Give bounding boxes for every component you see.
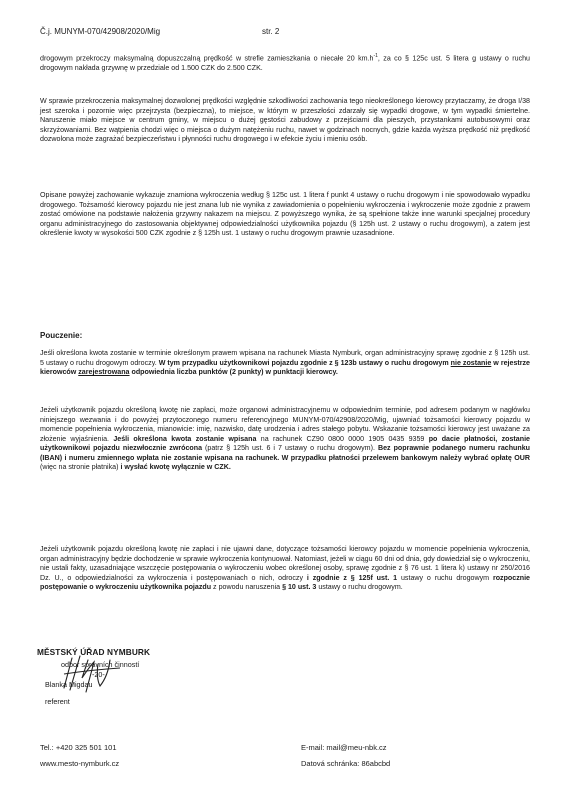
para4-bold-1: W tym przypadku użytkownikowi pojazdu zgodnie z § 123b ustawy o ruchu drogowym — [158, 358, 451, 367]
para6-text-3: z powodu naruszenia — [211, 583, 283, 592]
office-stamp-department: odbor správních činností — [61, 660, 140, 669]
footer-email: E-mail: mail@meu-nbk.cz — [301, 743, 387, 752]
signatory-role: referent — [45, 697, 70, 706]
para1-text-2: , za co § 125c ust. 5 litera g ustawy o ruchu drogowym nakłada grzywnę w przedziale od 1.500 CZK do 2.500 CZK. — [40, 54, 531, 72]
para4-bold-2: w rejestrze kierowców — [40, 358, 531, 377]
para6-text-1: Jeżeli użytkownik pojazdu określoną kwotę nie zapłaci i nie ujawni dane, dotyczące tożsamości kierowcy pojazdu w momencie popełnienia wykroczenia, organ administracyjny będzie dochodzenie w sprawie wykroczenia kontynuował. Natomiast, jeżeli w ciągu 60 dni od dnia, gdy dowiedział się o wykroczeniu, nie ustali fakty, uzasadniające wszczęcie postępowania o wykroczeniu wobec określonej osoby, sprawę zgodnie z § 76 ust. 1 litera k) ustawy nr 250/2016 Dz. U., o odpowiedzialności za wykroczenia i postępowaniach o nich, odroczy — [40, 545, 530, 582]
signatory-name: Blanka Migdau — [45, 680, 93, 689]
para2-text: W sprawie przekroczenia maksymalnej dozwolonej prędkości względnie szkodliwości zachowania tego nieokreślonego kierowcy przytaczamy, że droga I/38 jest szeroka i pozornie więc przejrzysta (bezpieczna), to miejsce, w którym w przeszłości zdarzały się wypadki drogowe, w tym wypadki śmiertelne. Naruszenie miało miejsce w centrum gminy, w miejscu o dużej gęstości zabudowy z przejściami dla pieszych, przystankami autobusowymi oraz skrzyżowaniami. Bez wątpienia chodzi więc o miejsca o dużym natężeniu ruchu, nawet w godzinach nocnych, gdzie każda wyższa prędkość niż prędkość dozwolona może zagrażać bezpieczeństwu i płynności ruchu drogowego i w efekcie życiu i mieniu osób. — [40, 97, 530, 144]
paragraph-further-proceedings — [40, 545, 530, 593]
office-stamp-number: -20- — [92, 670, 105, 679]
para6-text-4: ustawy o ruchu drogowym. — [316, 583, 403, 592]
unit-exponent: -1 — [373, 53, 378, 59]
para1-text-1: drogowym przekroczy maksymalną dopuszczalną prędkość w strefie zamieszkania o niecałe 20 km.h — [40, 54, 374, 63]
paragraph-payment-deferral — [40, 349, 530, 378]
para6-bold-3: § 10 ust. 3 — [282, 583, 317, 592]
para4-bold-underline-1: nie zostanie — [450, 358, 492, 367]
para4-text-1: Jeśli określona kwota zostanie w terminie określonym prawem wpisana na rachunek Miasta Nymburk, organ administracyjny sprawę zgodnie z § 125h ust. 5 ustawy o ruchu drogowym odroczy. — [40, 349, 530, 367]
paragraph-payment-instructions — [40, 406, 530, 473]
instruction-heading: Pouczenie: — [40, 331, 83, 340]
paragraph-offence-description — [40, 191, 530, 239]
para5-text-3: (patrz § 125h ust. 6 i 7 ustawy o ruchu drogowym). — [202, 444, 378, 453]
para6-bold-1: i zgodnie z § 125f ust. 1 — [306, 573, 398, 582]
para4-bold-underline-2: zarejestrowana — [78, 368, 130, 377]
footer-databox: Datová schránka: 86abcbd — [301, 759, 391, 768]
para5-bold-2: po dacie płatności, zostanie użytkownikowi pojazdu niezwłocznie zwrócona — [40, 434, 530, 453]
footer-phone: Tel.: +420 325 501 101 — [40, 743, 117, 752]
page-number: str. 2 — [262, 27, 280, 36]
paragraph-speed-limit — [40, 52, 530, 73]
para3-text: Opisane powyżej zachowanie wykazuje znamiona wykroczenia według § 125c ust. 1 litera f punkt 4 ustawy o ruchu drogowym i nie spowodowało wypadku drogowego. Tożsamość kierowcy pojazdu nie jest znana lub nie wynika z zawiadomienia o popełnieniu wykroczenia i wykroczenie może zgodnie z prawem zostać omówione na podstawie nałożenia grzywny nakazem na miejscu. Z powyższego wynika, że są spełnione także inne warunki specjalnej procedury organu administracyjnego do zastosowania objektywnej odpowiedzialności użytkownika pojazdu (§ 125h ust. 2 ustawy o ruchu drogowym), a zatem jest określenie kwoty w wysokości 500 CZK zgodnie z § 125h ust. 1 ustawy o ruchu drogowym prawnie uzasadnione. — [40, 191, 530, 238]
handwritten-signature — [50, 648, 170, 698]
para5-account-number: na rachunek CZ90 0800 0000 1905 0435 9359 — [256, 434, 429, 443]
para5-text-4: (więc na stronie płatnika) — [40, 463, 121, 472]
para5-text-1: Jeżeli użytkownik pojazdu określoną kwotę nie zapłaci, może organowi administracyjnemu w odpowiednim terminie, pod adresem podanym w nagłówku niniejszego wezwania i do powyżej przytoczonego numeru referencyjnego MUNYM-070/42908/2020/Mig, ujawniać tożsamości kierowcy pojazdu w momencie popełnienia wykroczenia, mianowicie: imię, nazwisko, datę urodzenia i adres stałego pobytu. Wskazanie tożsamości kierowcy jest uważane za złożenie wyjaśnienia. — [40, 406, 530, 443]
reference-number: Č.j. MUNYM-070/42908/2020/Mig — [40, 27, 161, 36]
para4-bold-3: odpowiednia liczba punktów (2 punkty) w punktacji kierowcy. — [129, 368, 338, 377]
para5-bold-1: Jeśli określona kwota zostanie wpisana — [113, 434, 257, 443]
para5-bold-3: Bez poprawnie podanego numeru rachunku (IBAN) i numeru zmiennego wpłata nie zostanie wpisana na rachunek. W przypadku płatności przelewem bankowym należy wybrać opłatę OUR — [40, 444, 530, 462]
para6-bold-2: rozpocznie postępowanie o wykroczeniu użytkownika pojazdu — [40, 573, 530, 592]
para6-text-2: ustawy o ruchu drogowym — [397, 573, 493, 582]
footer-website: www.mesto-nymburk.cz — [40, 759, 120, 768]
para5-bold-4: i wysłać kwotę wyłącznie w CZK. — [120, 463, 231, 472]
paragraph-road-description — [40, 97, 530, 145]
office-stamp-title: MĚSTSKÝ ÚŘAD NYMBURK — [37, 647, 151, 657]
